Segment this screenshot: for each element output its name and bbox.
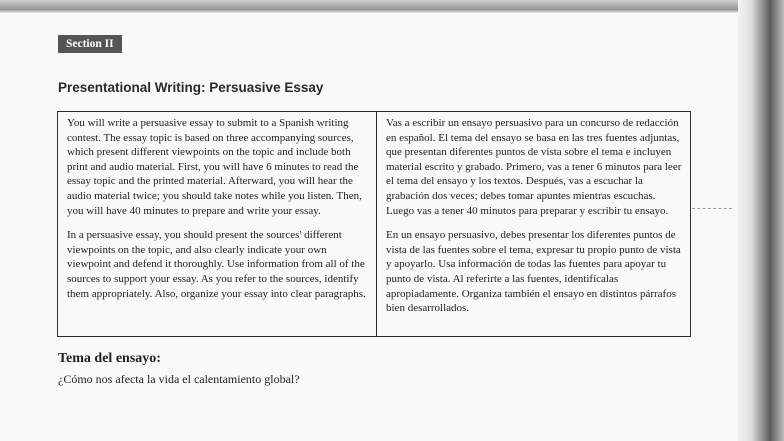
english-paragraph-2: In a persuasive essay, you should present the sources' different viewpoints on the topic, and also clearly indicate your own viewpoint and defend it thoroughly. Use information from all of the sources to support your essay. As you refer to the sources, identify them appropriately. Also, organize your essay into clear paragraphs. [67,229,366,300]
english-paragraph-1: You will write a persuasive essay to submit to a Spanish writing contest. The essay topic is based on three accompanying sources, which present different viewpoints on the topic and include both print and audio material. First, you will have 6 minutes to read the essay topic and the printed material. Afterward, you will hear the audio material twice; you should take notes while you listen. Then, you will have 40 minutes to prepare and write your essay. [67,117,362,217]
instructions-english-column [58,112,376,336]
section-badge: Section II [58,35,122,53]
spanish-paragraph-1: Vas a escribir un ensayo persuasivo para un concurso de redacción en español. El tema del ensayo se basa en las tres fuentes adjuntas, que presentan diferentes puntos de vista sobre el tema e incluyen material escrito y grabado. Primero, vas a tener 6 minutos para leer el tema del ensayo y los textos. Después, vas a escuchar la grabación dos veces; debes tomar apuntes mientras escuchas. Luego vas a tener 40 minutos para preparar y escribir tu ensayo. [386,117,682,217]
page-heading: Presentational Writing: Persuasive Essay [58,80,324,95]
tema-title: Tema del ensayo: [58,351,161,366]
tema-question: ¿Cómo nos afecta la vida el calentamiento global? [58,372,300,386]
page-binding-edge [738,0,784,441]
page-top-band [0,0,784,9]
page-top-shadow [0,9,740,13]
scan-artifact-line [692,208,732,209]
spanish-paragraph-2: En un ensayo persuasivo, debes presentar los diferentes puntos de vista de las fuentes sobre el tema, expresar tu propio punto de vista y apoyarlo. Usa información de todas las fuentes para apoyar tu punto de vista. Al referirte a las fuentes, identifícalas apropiadamente. Organiza también el ensayo en distintos párrafos bien desarrollados. [386,229,681,315]
instructions-box [57,111,691,337]
instructions-spanish-column [376,112,690,336]
